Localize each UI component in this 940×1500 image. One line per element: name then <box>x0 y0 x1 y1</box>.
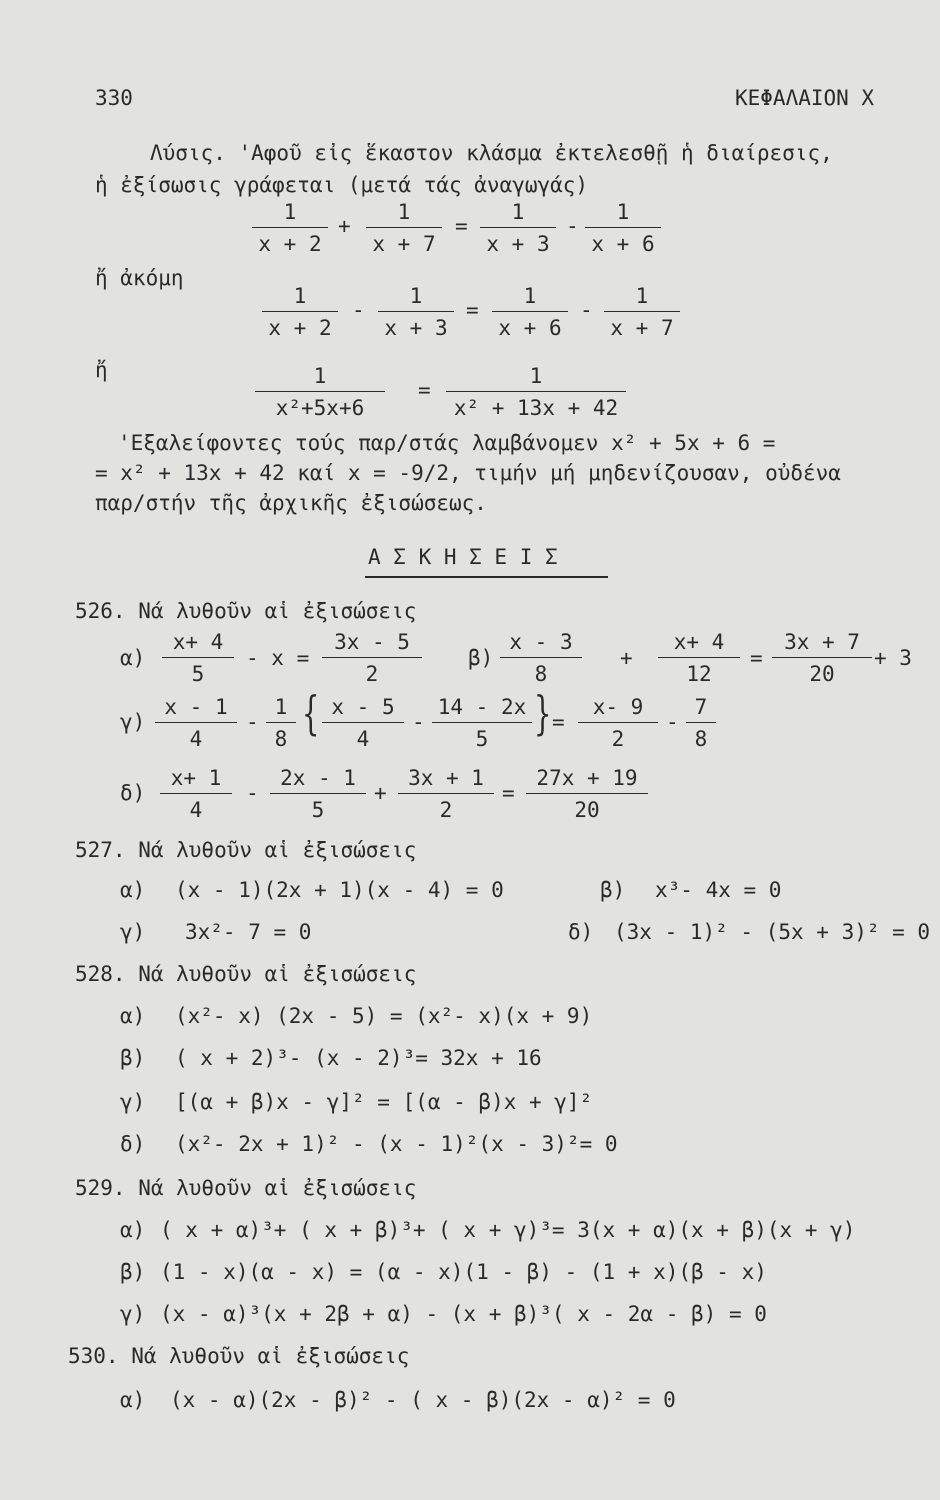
fraction: $\frac{3x - 5}{2}$ <box>322 630 422 686</box>
exercise-528-title: 528. Νά λυθοῦν αἱ ἐξισώσεις <box>75 962 417 986</box>
exercise-528-a: (x²- x) (2x - 5) = (x²- x)(x + 9) <box>175 1004 593 1028</box>
right-brace: } <box>533 686 552 740</box>
fraction: $\frac{x+ 4}{5}$ <box>162 630 234 686</box>
exercise-528-d: (x²- 2x + 1)² - (x - 1)²(x - 3)²= 0 <box>175 1132 618 1156</box>
fraction: $\frac{2x - 1}{5}$ <box>270 766 366 822</box>
item-label: α) <box>120 1004 146 1028</box>
minus-sign: - <box>246 710 259 734</box>
exercise-527-a: (x - 1)(2x + 1)(x - 4) = 0 <box>175 878 504 902</box>
equals-sign: = <box>418 378 431 402</box>
exercise-529-c: (x - α)³(x + 2β + α) - (x + β)³( x - 2α - β) = 0 <box>160 1302 767 1326</box>
item-label: β) <box>120 1046 146 1070</box>
fraction: $\frac{1}{x + 7}$ <box>366 200 442 256</box>
fraction: $\frac{x+ 4}{12}$ <box>658 630 740 686</box>
or-label: ἤ <box>95 358 108 382</box>
item-label: β) <box>120 1260 146 1284</box>
exercise-526-title: 526. Νά λυθοῦν αἱ ἐξισώσεις <box>75 599 417 623</box>
exercise-528-b: ( x + 2)³- (x - 2)³= 32x + 16 <box>175 1046 542 1070</box>
fraction: $\frac{1}{x + 7}$ <box>604 284 680 340</box>
or-still-label: ἤ ἀκόμη <box>95 266 184 290</box>
item-label: δ) <box>120 781 146 805</box>
minus-sign: - <box>412 710 425 734</box>
fraction: $\frac{1}{x + 3}$ <box>480 200 556 256</box>
fraction: $\frac{3x + 1}{2}$ <box>398 766 494 822</box>
fraction: $\frac{1}{x + 6}$ <box>492 284 568 340</box>
exercise-527-b: x³- 4x = 0 <box>655 878 782 902</box>
exercise-529-title: 529. Νά λυθοῦν αἱ ἐξισώσεις <box>75 1176 417 1200</box>
fraction: $\frac{14 - 2x}{5}$ <box>432 695 532 751</box>
exercise-527-d: (3x - 1)² - (5x + 3)² = 0 <box>614 920 931 944</box>
item-label: γ) <box>120 1090 146 1114</box>
conclusion-line-3: παρ/στήν τῆς ἀρχικῆς ἐξισώσεως. <box>95 491 487 515</box>
conclusion-line-2: = x² + 13x + 42 καί x = -9/2, τιμήν μή μηδενίζουσαν, οὐδένα <box>95 461 841 485</box>
fraction: $\frac{x - 5}{4}$ <box>322 695 404 751</box>
item-label: δ) <box>120 1132 146 1156</box>
plus-sign: + <box>338 214 351 238</box>
minus-sign: - <box>352 298 365 322</box>
item-label: α) <box>120 1388 146 1412</box>
fraction: $\frac{1}{x + 3}$ <box>378 284 454 340</box>
fraction: $\frac{1}{\text{x²+5x+6}}$ <box>255 364 385 420</box>
exercise-529-b: (1 - x)(α - x) = (α - x)(1 - β) - (1 + x)(β - x) <box>160 1260 767 1284</box>
equals-sign: = <box>455 214 468 238</box>
fraction: $\frac{1}{\text{x² + 13x + 42}}$ <box>446 364 626 420</box>
solution-line-1: Λύσις. 'Αφοῦ εἰς ἕκαστον κλάσμα ἐκτελεσθῇ ἡ διαίρεσις, <box>150 141 833 165</box>
heading-underline <box>365 576 608 578</box>
fraction: $\frac{3x + 7}{20}$ <box>772 630 872 686</box>
equals-sign: = <box>502 781 515 805</box>
item-label: δ) <box>568 920 594 944</box>
chapter-title: ΚΕΦΑΛΑΙΟΝ Χ <box>735 86 875 110</box>
exercises-heading: Α Σ Κ Η Σ Ε Ι Σ <box>368 545 558 569</box>
fraction: $\frac{x+ 1}{4}$ <box>160 766 232 822</box>
fraction: $\frac{27x + 19}{20}$ <box>526 766 648 822</box>
fraction: $\frac{1}{x + 2}$ <box>252 200 328 256</box>
minus-sign: - <box>566 214 579 238</box>
fraction: $\frac{1}{x + 2}$ <box>262 284 338 340</box>
equals-sign: = <box>552 710 565 734</box>
fraction: $\frac{x - 1}{4}$ <box>155 695 237 751</box>
item-label: α) <box>120 1218 146 1242</box>
page-number: 330 <box>95 86 133 110</box>
fraction: $\frac{1}{x + 6}$ <box>585 200 661 256</box>
fraction: $\frac{7}{8}$ <box>686 695 716 751</box>
item-label: γ) <box>120 710 146 734</box>
equals-sign: = <box>466 298 479 322</box>
exercise-529-a: ( x + α)³+ ( x + β)³+ ( x + γ)³= 3(x + α)(x + β)(x + γ) <box>160 1218 856 1242</box>
item-label: α) <box>120 878 146 902</box>
left-brace: { <box>301 686 320 740</box>
plus-three: + 3 <box>874 646 912 670</box>
conclusion-line-1: 'Εξαλείφοντες τούς παρ/στάς λαμβάνομεν x² + 5x + 6 = <box>118 431 776 455</box>
exercise-528-c: [(α + β)x - γ]² = [(α - β)x + γ]² <box>175 1090 593 1114</box>
item-label: γ) <box>120 920 146 944</box>
plus-sign: + <box>620 646 633 670</box>
plus-sign: + <box>374 781 387 805</box>
minus-x-equals: - x = <box>246 646 310 670</box>
minus-sign: - <box>580 298 593 322</box>
fraction: $\frac{x - 3}{8}$ <box>500 630 582 686</box>
minus-sign: - <box>246 781 259 805</box>
equals-sign: = <box>750 646 763 670</box>
fraction: $\frac{1}{8}$ <box>266 695 296 751</box>
item-label: β) <box>600 878 626 902</box>
exercise-527-c: 3x²- 7 = 0 <box>185 920 312 944</box>
exercise-530-title: 530. Νά λυθοῦν αἱ ἐξισώσεις <box>68 1344 410 1368</box>
item-label: α) <box>120 646 146 670</box>
item-label: β) <box>468 646 494 670</box>
solution-line-2: ἡ ἐξίσωσις γράφεται (μετά τάς ἀναγωγάς) <box>95 173 589 197</box>
item-label: γ) <box>120 1302 146 1326</box>
fraction: $\frac{x- 9}{2}$ <box>578 695 658 751</box>
minus-sign: - <box>666 710 679 734</box>
exercise-530-a: (x - α)(2x - β)² - ( x - β)(2x - α)² = 0 <box>170 1388 676 1412</box>
exercise-527-title: 527. Νά λυθοῦν αἱ ἐξισώσεις <box>75 838 417 862</box>
